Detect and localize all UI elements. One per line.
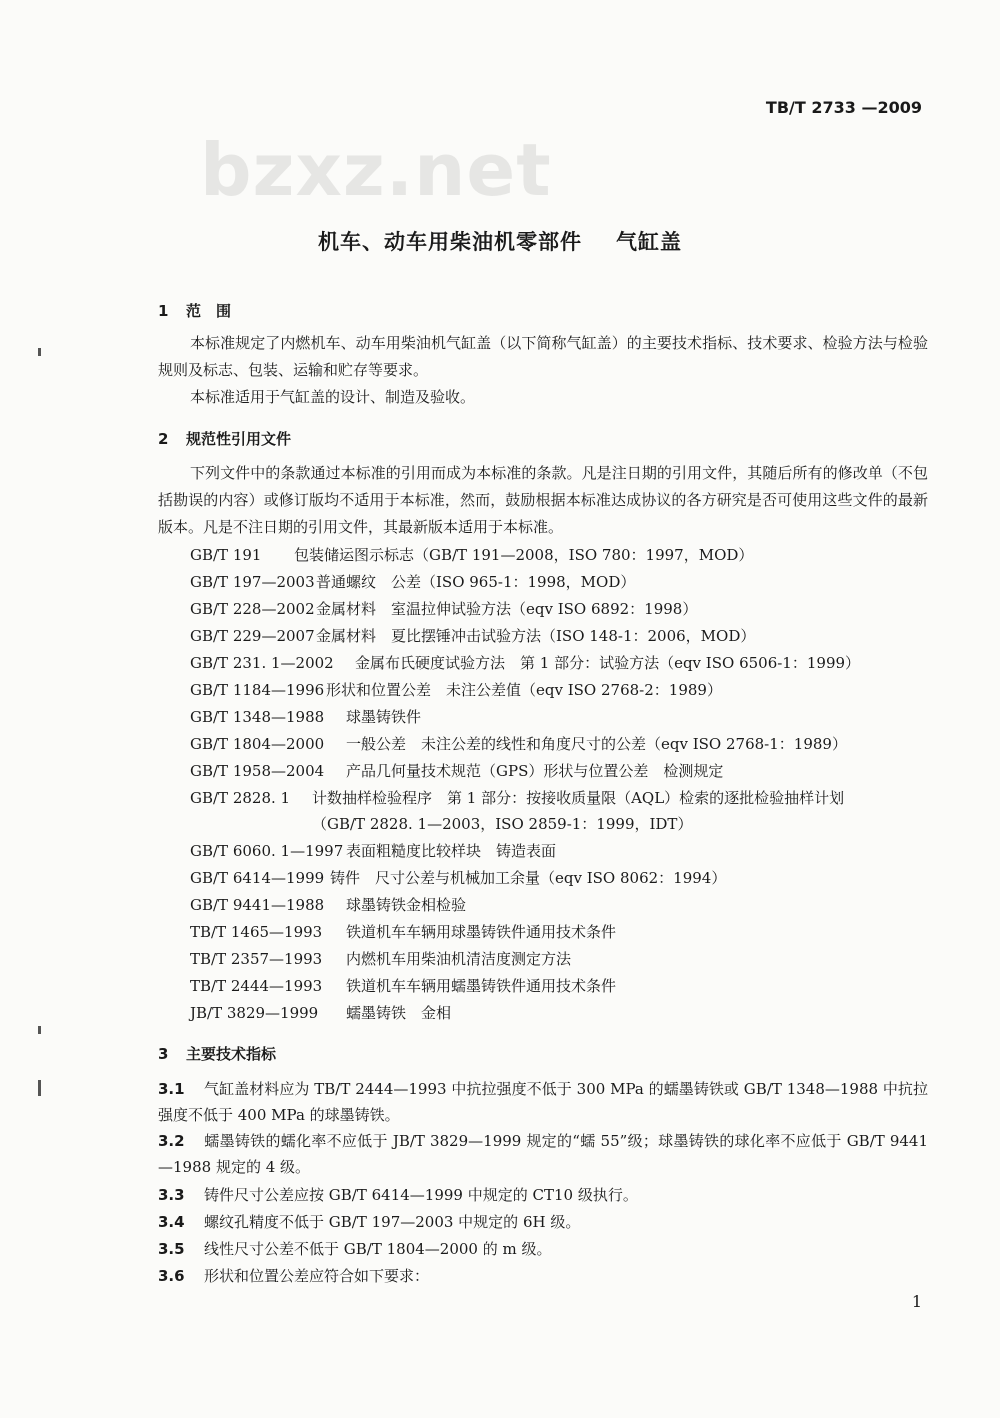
reference-code: GB/T 6414—1999	[190, 869, 325, 887]
reference-item-continuation: （GB/T 2828. 1—2003，ISO 2859-1：1999，IDT）	[312, 815, 693, 833]
reference-code: GB/T 229—2007	[190, 627, 315, 645]
reference-title: 产品几何量技术规范（GPS）形状与位置公差 检测规定	[346, 762, 724, 780]
reference-title: 内燃机车用柴油机清洁度测定方法	[346, 950, 572, 968]
reference-item	[190, 623, 755, 649]
clause-number: 3.3	[158, 1186, 185, 1204]
reference-title: 金属布氏硬度试验方法 第 1 部分：试验方法（eqv ISO 6506-1：1999）	[355, 654, 861, 672]
scope-paragraph-1: 本标准规定了内燃机车、动车用柴油机气缸盖（以下简称气缸盖）的主要技术指标、技术要求、检验方法与检验规则及标志、包装、运输和贮存等要求。	[158, 334, 928, 379]
reference-title: 普通螺纹 公差（ISO 965-1：1998，MOD）	[316, 573, 636, 591]
reference-title: 计数抽样检验程序 第 1 部分：按接收质量限（AQL）检索的逐批检验抽样计划	[312, 789, 845, 807]
section-3-heading	[158, 1043, 276, 1064]
watermark: bzxz.net	[200, 128, 552, 212]
section-title: 范 围	[186, 302, 232, 320]
reference-code: GB/T 9441—1988	[190, 896, 325, 914]
binding-mark	[38, 1080, 41, 1096]
clause-text: 铸件尺寸公差应按 GB/T 6414—1999 中规定的 CT10 级执行。	[204, 1186, 638, 1204]
reference-code: TB/T 1465—1993	[190, 923, 323, 941]
reference-title: 金属材料 夏比摆锤冲击试验方法（ISO 148-1：2006，MOD）	[316, 627, 756, 645]
reference-title: 一般公差 未注公差的线性和角度尺寸的公差（eqv ISO 2768-1：1989）	[346, 735, 847, 753]
reference-item	[190, 946, 571, 972]
binding-mark	[38, 348, 41, 356]
reference-item	[190, 919, 616, 945]
clause-text: 形状和位置公差应符合如下要求：	[204, 1267, 430, 1285]
section-title: 主要技术指标	[186, 1045, 277, 1063]
clause-text: 螺纹孔精度不低于 GB/T 197—2003 中规定的 6H 级。	[204, 1213, 581, 1231]
reference-item	[190, 542, 753, 568]
clause-number: 3.1	[158, 1080, 185, 1098]
reference-item	[190, 596, 697, 622]
reference-title: 蠕墨铸铁 金相	[346, 1004, 452, 1022]
clause-3-4	[158, 1209, 928, 1235]
clause-3-1	[158, 1076, 928, 1128]
reference-title: 铁道机车车辆用蠕墨铸铁件通用技术条件	[346, 977, 617, 995]
standard-code: TB/T 2733 —2009	[765, 98, 922, 117]
references-intro: 下列文件中的条款通过本标准的引用而成为本标准的条款。凡是注日期的引用文件，其随后所有的修改单（不包括勘误的内容）或修订版均不适用于本标准，然而，鼓励根据本标准达成协议的各方研究是否可使用这些文件的最新版本。凡是不注日期的引用文件，其最新版本适用于本标准。	[158, 464, 928, 536]
clause-number: 3.6	[158, 1267, 185, 1285]
scope-paragraph-2: 本标准适用于气缸盖的设计、制造及验收。	[190, 388, 476, 406]
reference-title: 金属材料 室温拉伸试验方法（eqv ISO 6892：1998）	[316, 600, 698, 618]
clause-number: 3.5	[158, 1240, 185, 1258]
reference-item	[190, 704, 421, 730]
reference-code: GB/T 2828. 1	[190, 789, 291, 807]
reference-item	[190, 650, 860, 676]
section-2-heading	[158, 428, 291, 449]
reference-code: GB/T 1184—1996	[190, 681, 325, 699]
clause-3-6	[158, 1263, 928, 1289]
reference-title: 铁道机车车辆用球墨铸铁件通用技术条件	[346, 923, 617, 941]
reference-item	[190, 892, 466, 918]
reference-item	[190, 1000, 451, 1026]
reference-code: TB/T 2444—1993	[190, 977, 323, 995]
page-title	[0, 226, 1000, 256]
reference-item	[190, 785, 844, 811]
clause-text: 线性尺寸公差不低于 GB/T 1804—2000 的 m 级。	[204, 1240, 552, 1258]
clause-3-3	[158, 1182, 928, 1208]
page-number: 1	[911, 1292, 922, 1311]
reference-code: GB/T 6060. 1—1997	[190, 842, 344, 860]
section-number: 3	[158, 1045, 169, 1063]
reference-code: GB/T 197—2003	[190, 573, 315, 591]
reference-code: JB/T 3829—1999	[190, 1004, 319, 1022]
reference-item	[190, 677, 722, 703]
reference-code: GB/T 228—2002	[190, 600, 315, 618]
reference-item	[190, 838, 556, 864]
reference-title: 球墨铸铁金相检验	[346, 896, 467, 914]
reference-title: 铸件 尺寸公差与机械加工余量（eqv ISO 8062：1994）	[330, 869, 727, 887]
reference-title: 包装储运图示标志（GB/T 191—2008，ISO 780：1997，MOD）	[294, 546, 754, 564]
binding-mark	[38, 1026, 41, 1034]
section-number: 1	[158, 302, 169, 320]
section-title: 规范性引用文件	[186, 430, 292, 448]
title-sub: 气缸盖	[616, 230, 682, 254]
reference-code: GB/T 1804—2000	[190, 735, 325, 753]
reference-item	[190, 865, 726, 891]
title-main: 机车、动车用柴油机零部件	[318, 230, 582, 254]
section-1-heading	[158, 300, 231, 321]
reference-item	[190, 569, 635, 595]
reference-code: TB/T 2357—1993	[190, 950, 323, 968]
reference-item	[190, 758, 723, 784]
clause-number: 3.4	[158, 1213, 185, 1231]
clause-3-2	[158, 1128, 928, 1180]
reference-item	[190, 731, 847, 757]
reference-code: GB/T 1348—1988	[190, 708, 325, 726]
clause-number: 3.2	[158, 1132, 185, 1150]
reference-code: GB/T 191	[190, 546, 262, 564]
clause-text: 气缸盖材料应为 TB/T 2444—1993 中抗拉强度不低于 300 MPa 的蠕墨铸铁或 GB/T 1348—1988 中抗拉强度不低于 400 MPa 的球墨铸铁。	[158, 1080, 928, 1124]
clause-text: 蠕墨铸铁的蠕化率不应低于 JB/T 3829—1999 规定的“蠕 55”级；球墨铸铁的球化率不应低于 GB/T 9441—1988 规定的 4 级。	[158, 1132, 928, 1176]
reference-code: GB/T 231. 1—2002	[190, 654, 334, 672]
reference-item	[190, 973, 616, 999]
reference-title: 形状和位置公差 未注公差值（eqv ISO 2768-2：1989）	[326, 681, 722, 699]
reference-code: GB/T 1958—2004	[190, 762, 325, 780]
reference-title: 球墨铸铁件	[346, 708, 422, 726]
reference-title: 表面粗糙度比较样块 铸造表面	[346, 842, 557, 860]
section-number: 2	[158, 430, 169, 448]
clause-3-5	[158, 1236, 928, 1262]
